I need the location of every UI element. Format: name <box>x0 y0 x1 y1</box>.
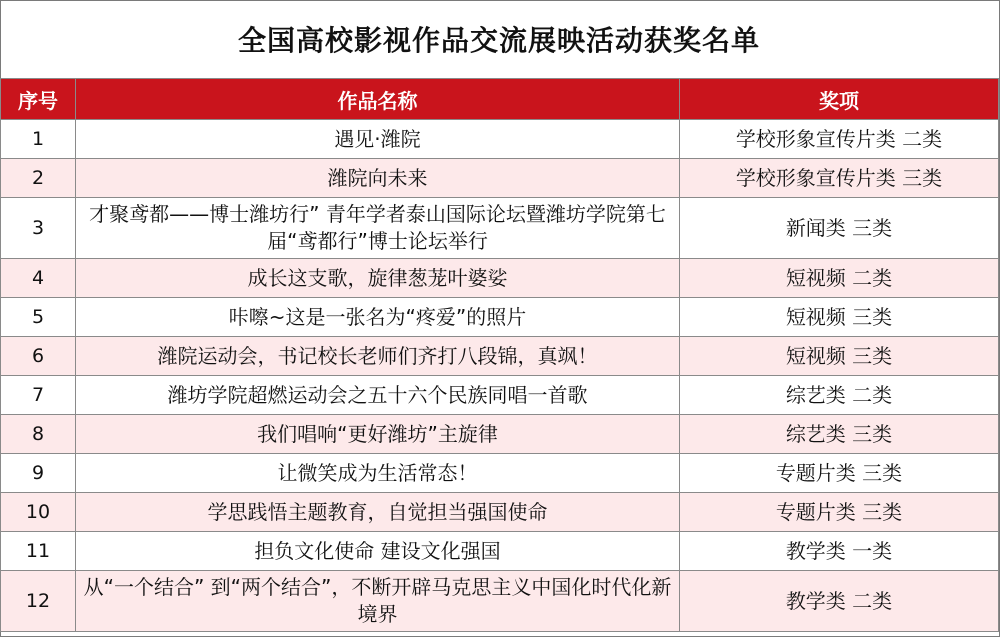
row-number: 2 <box>1 159 76 198</box>
table-row <box>1 454 999 493</box>
header-number: 序号 <box>1 79 76 120</box>
header-work-name: 作品名称 <box>76 79 680 120</box>
row-work-name: 咔嚓~这是一张名为“疼爱”的照片 <box>76 298 680 337</box>
row-award: 综艺类 三类 <box>680 415 999 454</box>
row-work-name: 让微笑成为生活常态！ <box>76 454 680 493</box>
row-work-name: 担负文化使命 建设文化强国 <box>76 532 680 571</box>
row-work-name: 潍院运动会，书记校长老师们齐打八段锦，真飒！ <box>76 337 680 376</box>
table-row <box>1 415 999 454</box>
table-row <box>1 493 999 532</box>
row-work-name: 遇见·潍院 <box>76 120 680 159</box>
table-row <box>1 532 999 571</box>
awards-table <box>0 78 999 632</box>
table-row <box>1 120 999 159</box>
row-number: 6 <box>1 337 76 376</box>
row-award: 短视频 三类 <box>680 298 999 337</box>
row-number: 11 <box>1 532 76 571</box>
row-award: 综艺类 二类 <box>680 376 999 415</box>
row-award: 学校形象宣传片类 三类 <box>680 159 999 198</box>
table-row <box>1 298 999 337</box>
table-row <box>1 571 999 632</box>
row-award: 教学类 二类 <box>680 571 999 632</box>
row-work-name: 潍院向未来 <box>76 159 680 198</box>
row-award: 新闻类 三类 <box>680 198 999 259</box>
row-number: 3 <box>1 198 76 259</box>
row-number: 7 <box>1 376 76 415</box>
row-number: 12 <box>1 571 76 632</box>
row-award: 短视频 三类 <box>680 337 999 376</box>
table-row <box>1 376 999 415</box>
row-work-name: 成长这支歌，旋律葱茏叶婆娑 <box>76 259 680 298</box>
table-row <box>1 159 999 198</box>
row-award: 短视频 二类 <box>680 259 999 298</box>
row-number: 10 <box>1 493 76 532</box>
row-award: 专题片类 三类 <box>680 493 999 532</box>
row-number: 9 <box>1 454 76 493</box>
row-award: 教学类 一类 <box>680 532 999 571</box>
header-award: 奖项 <box>680 79 999 120</box>
table-row <box>1 198 999 259</box>
table-row <box>1 259 999 298</box>
row-work-name: 潍坊学院超燃运动会之五十六个民族同唱一首歌 <box>76 376 680 415</box>
row-number: 5 <box>1 298 76 337</box>
row-number: 8 <box>1 415 76 454</box>
table-header-row <box>1 79 999 120</box>
page-title: 全国高校影视作品交流展映活动获奖名单 <box>237 24 760 57</box>
row-number: 4 <box>1 259 76 298</box>
row-number: 1 <box>1 120 76 159</box>
row-work-name: 我们唱响“更好潍坊”主旋律 <box>76 415 680 454</box>
row-work-name: 才聚鸢都——博士潍坊行” 青年学者泰山国际论坛暨潍坊学院第七届“鸢都行”博士论坛举行 <box>76 198 680 259</box>
row-work-name: 从“一个结合” 到“两个结合”，不断开辟马克思主义中国化时代化新境界 <box>76 571 680 632</box>
row-award: 学校形象宣传片类 二类 <box>680 120 999 159</box>
table-row <box>1 337 999 376</box>
row-work-name: 学思践悟主题教育，自觉担当强国使命 <box>76 493 680 532</box>
row-award: 专题片类 三类 <box>680 454 999 493</box>
